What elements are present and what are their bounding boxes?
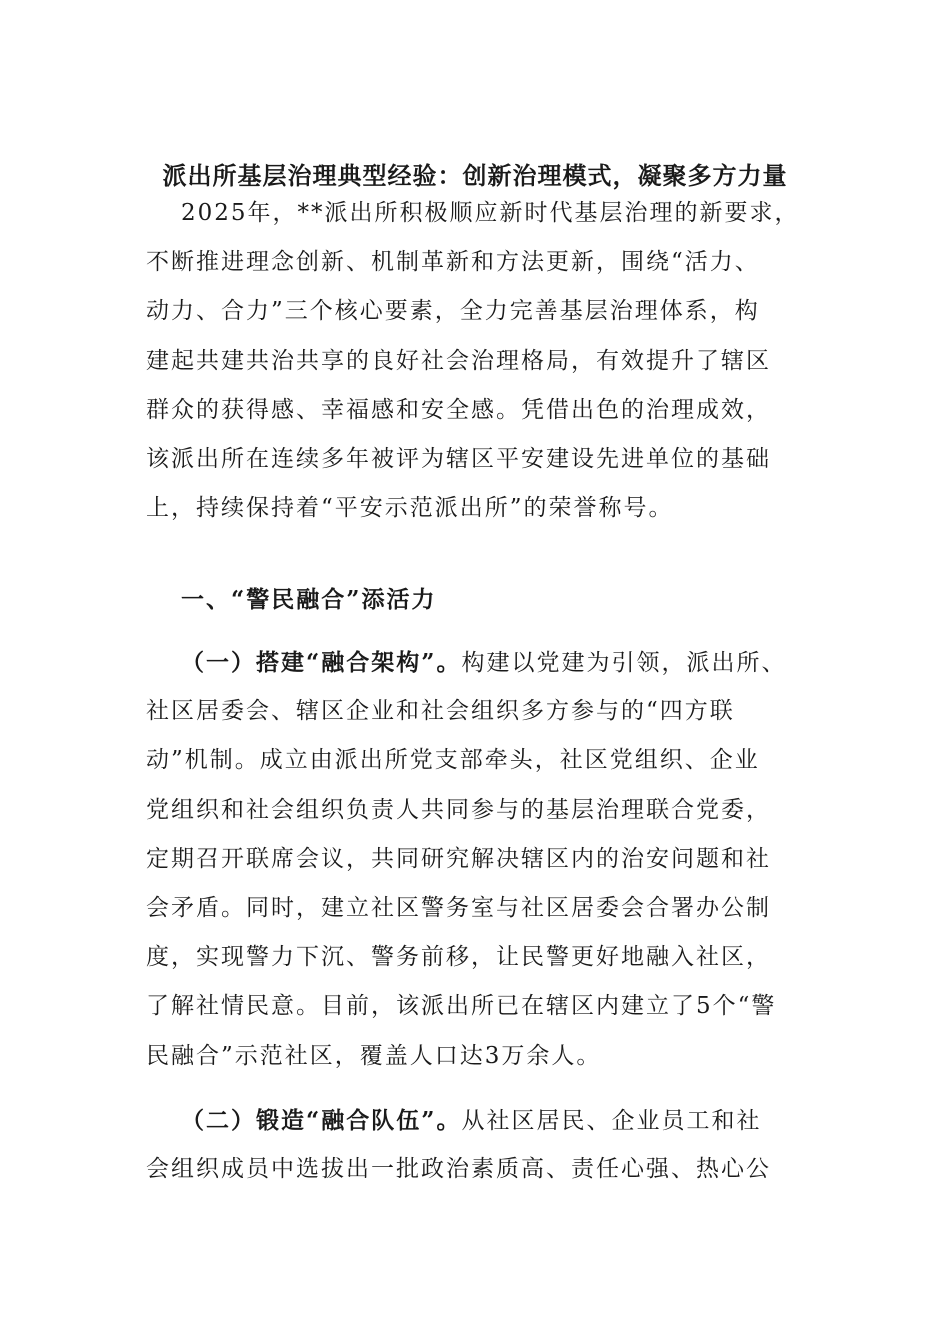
subsection-paragraph-1 [146, 638, 806, 1081]
intro-line: 2025年，**派出所积极顺应新时代基层治理的新要求， [181, 200, 800, 226]
subsection-first-line-text: 构建以党建为引领，派出所、 [461, 650, 787, 676]
intro-line: 该派出所在连续多年被评为辖区平安建设先进单位的基础 [146, 445, 771, 472]
section-heading-1: 一、“警民融合”添活力 [181, 586, 437, 613]
body-line: 会矛盾。同时，建立社区警务室与社区居委会合署办公制 [146, 894, 771, 921]
body-line: 社区居委会、辖区企业和社会组织多方参与的“四方联 [146, 698, 735, 725]
subsection-title-2: （二）锻造“融合队伍”。 [181, 1107, 462, 1134]
body-line: 会组织成员中选拔出一批政治素质高、责任心强、热心公 [146, 1156, 771, 1183]
subsection-first-line-text: 从社区居民、企业员工和社 [461, 1108, 762, 1134]
body-line: 党组织和社会组织负责人共同参与的基层治理联合党委， [146, 796, 771, 823]
body-line: 动”机制。成立由派出所党支部牵头，社区党组织、企业 [146, 747, 760, 774]
intro-line: 上，持续保持着“平安示范派出所”的荣誉称号。 [146, 495, 674, 522]
intro-paragraph [146, 189, 806, 533]
intro-line: 群众的获得感、幸福感和安全感。凭借出色的治理成效， [146, 396, 771, 423]
intro-line: 动力、合力”三个核心要素，全力完善基层治理体系，构 [146, 298, 760, 325]
subsection-first-line [146, 638, 806, 687]
intro-line: 建起共建共治共享的良好社会治理格局，有效提升了辖区 [146, 347, 771, 374]
subsection-title-1: （一）搭建“融合架构”。 [181, 649, 462, 676]
subsection-first-line [146, 1096, 806, 1145]
body-line: 度，实现警力下沉、警务前移，让民警更好地融入社区， [146, 944, 771, 971]
body-line: 定期召开联席会议，共同研究解决辖区内的治安问题和社 [146, 845, 771, 872]
document-title: 派出所基层治理典型经验：创新治理模式，凝聚多方力量 [162, 161, 788, 190]
body-line: 民融合”示范社区，覆盖人口达3万余人。 [146, 1042, 602, 1069]
body-line: 了解社情民意。目前，该派出所已在辖区内建立了5个“警 [146, 993, 777, 1020]
intro-line: 不断推进理念创新、机制革新和方法更新，围绕“活力、 [146, 249, 760, 276]
subsection-paragraph-2 [146, 1096, 806, 1194]
